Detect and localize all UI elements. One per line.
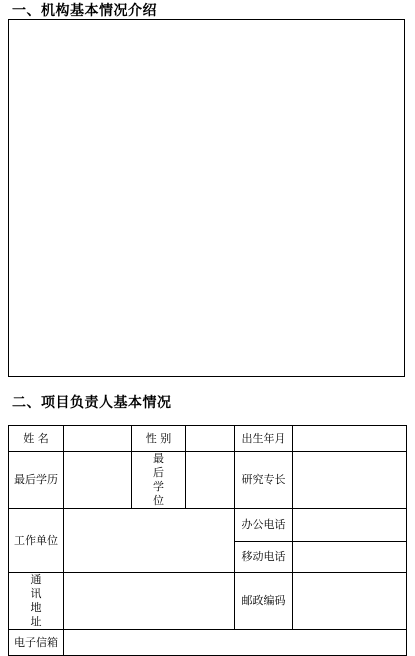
address-label: 通 讯 地 址 bbox=[9, 573, 64, 630]
name-label: 姓 名 bbox=[9, 426, 64, 452]
institution-intro-field[interactable] bbox=[8, 19, 405, 377]
birth-date-field[interactable] bbox=[293, 426, 407, 452]
table-row bbox=[9, 573, 407, 630]
office-phone-label: 办公电话 bbox=[235, 509, 293, 542]
section-title-project-leader: 二、项目负责人基本情况 bbox=[12, 395, 172, 411]
gender-field[interactable] bbox=[186, 426, 235, 452]
gender-label: 性 别 bbox=[132, 426, 186, 452]
address-field[interactable] bbox=[64, 573, 235, 630]
email-label: 电子信箱 bbox=[9, 630, 64, 656]
project-leader-table bbox=[8, 425, 407, 656]
mobile-phone-label: 移动电话 bbox=[235, 542, 293, 573]
office-phone-field[interactable] bbox=[293, 509, 407, 542]
mobile-phone-field[interactable] bbox=[293, 542, 407, 573]
table-row bbox=[9, 630, 407, 656]
name-field[interactable] bbox=[64, 426, 132, 452]
table-row bbox=[9, 452, 407, 509]
education-label: 最后学历 bbox=[9, 452, 64, 509]
postcode-label: 邮政编码 bbox=[235, 573, 293, 630]
section-title-institution: 一、机构基本情况介绍 bbox=[12, 3, 157, 19]
table-row bbox=[9, 426, 407, 452]
specialty-label: 研究专长 bbox=[235, 452, 293, 509]
table-row bbox=[9, 509, 407, 542]
degree-field[interactable] bbox=[186, 452, 235, 509]
workplace-field[interactable] bbox=[64, 509, 235, 573]
education-field[interactable] bbox=[64, 452, 132, 509]
workplace-label: 工作单位 bbox=[9, 509, 64, 573]
degree-label: 最 后 学 位 bbox=[132, 452, 186, 509]
specialty-field[interactable] bbox=[293, 452, 407, 509]
email-field[interactable] bbox=[64, 630, 407, 656]
postcode-field[interactable] bbox=[293, 573, 407, 630]
birth-date-label: 出生年月 bbox=[235, 426, 293, 452]
